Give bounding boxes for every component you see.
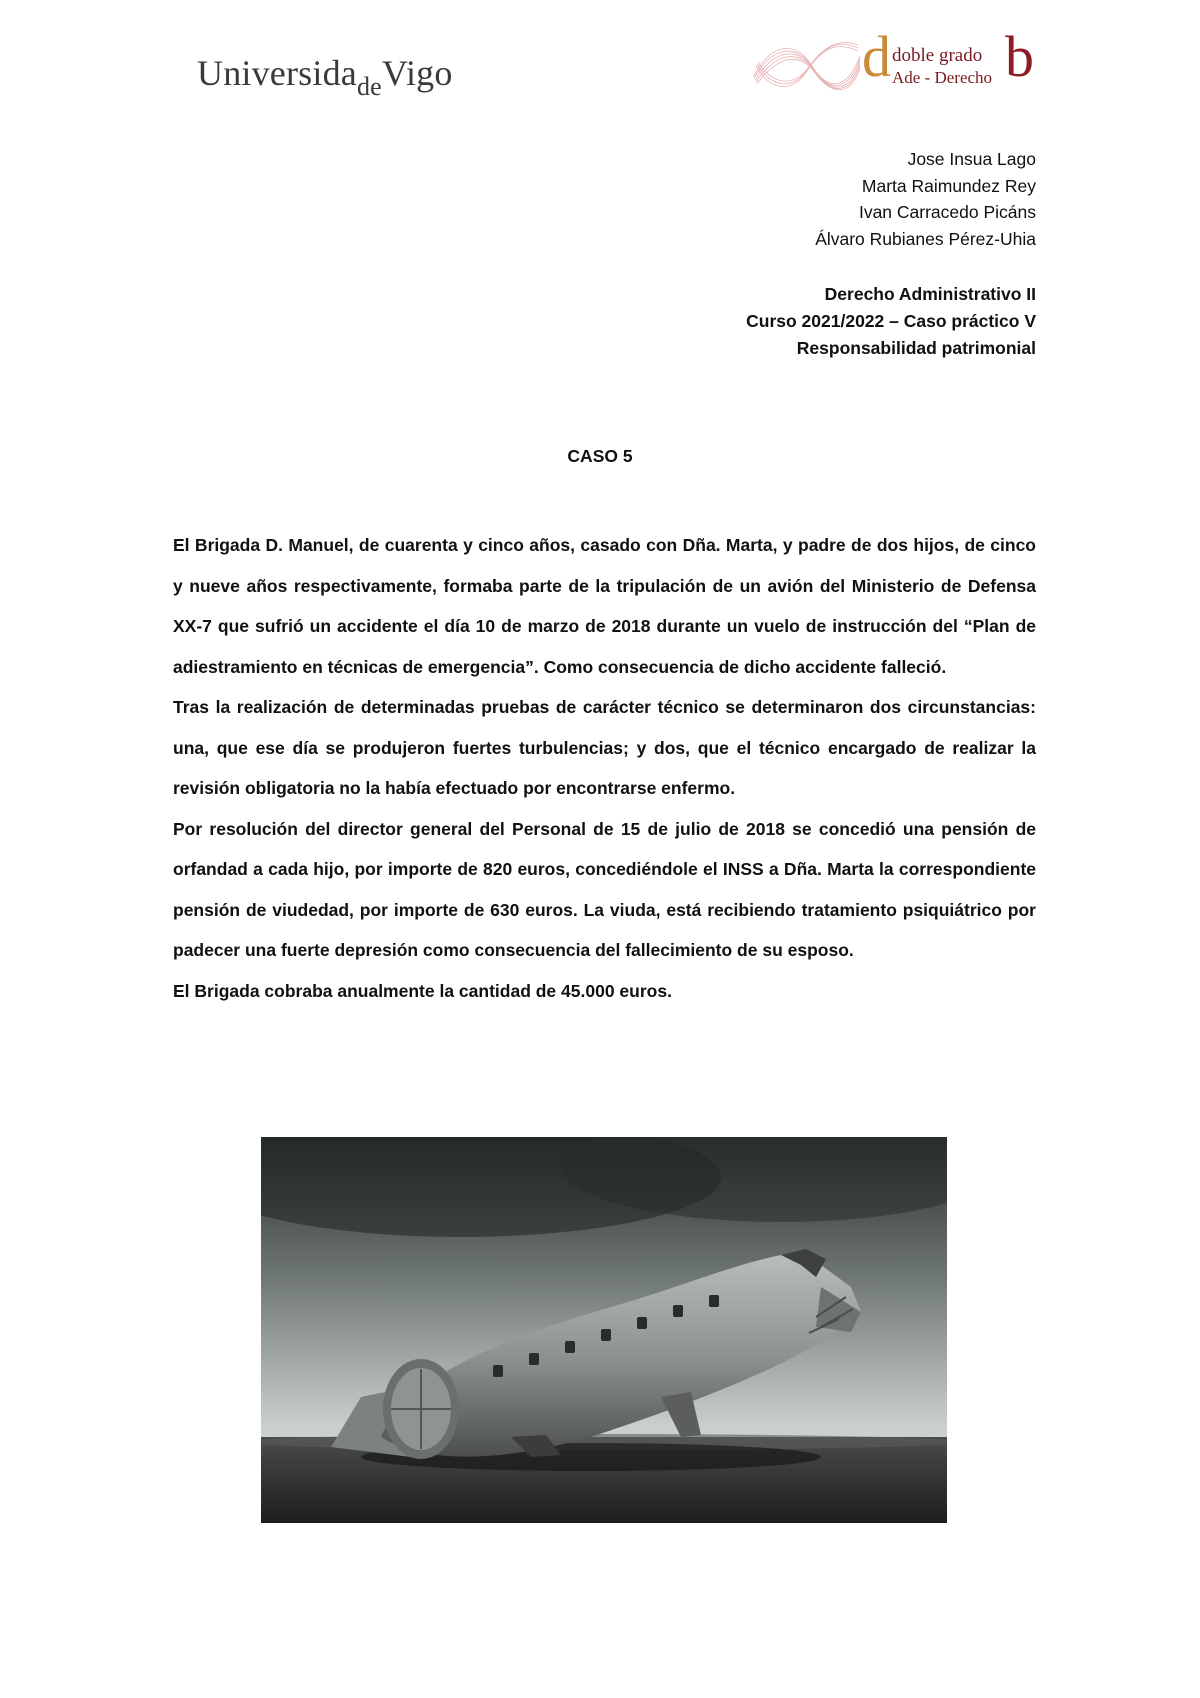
course-info — [746, 281, 1036, 362]
university-logo — [197, 52, 453, 101]
author-list — [815, 146, 1036, 252]
course-term: Curso 2021/2022 – Caso práctico V — [746, 311, 1036, 331]
plane-wreck-image — [261, 1137, 947, 1523]
paragraph: Por resolución del director general del Personal de 15 de julio de 2018 se concedió una pensión de orfandad a cada hijo, por importe de 820 euros, concediéndole el INSS a Dña. Marta la correspondiente pensión de viudedad, por importe de 630 euros. La viuda, está recibiendo tratamiento psiquiátrico por padecer una fuerte depresión como consecuencia del fallecimiento de su esposo. — [173, 818, 1036, 960]
plane-wreck-photo — [261, 1137, 947, 1523]
university-logo-part2: de — [356, 72, 382, 101]
degree-logo-letter-b: b — [1005, 24, 1034, 89]
course-subject: Derecho Administrativo II — [824, 284, 1036, 304]
course-topic: Responsabilidad patrimonial — [796, 338, 1036, 358]
paragraph: El Brigada D. Manuel, de cuarenta y cinco años, casado con Dña. Marta, y padre de dos hijos, de cinco y nueve años respectivamente, formaba parte de la tripulación de un avión del Ministerio de Defensa XX-7 que sufrió un accidente el día 10 de marzo de 2018 durante un vuelo de instrucción del “Plan de adiestramiento en técnicas de emergencia”. Como consecuencia de dicho accidente falleció. — [173, 535, 1036, 677]
degree-logo — [752, 24, 1038, 98]
paragraph: El Brigada cobraba anualmente la cantidad de 45.000 euros. — [173, 980, 672, 1001]
author-name: Ivan Carracedo Picáns — [858, 202, 1036, 222]
case-title: CASO 5 — [567, 446, 633, 466]
degree-logo-line1: doble grado — [892, 45, 983, 66]
degree-logo-letter-d: d — [862, 24, 891, 89]
case-body — [173, 525, 1036, 1011]
university-logo-part3: Vigo — [381, 53, 453, 93]
paragraph: Tras la realización de determinadas pruebas de carácter técnico se determinaron dos circunstancias: una, que ese día se produjeron fuertes turbulencias; y dos, que el técnico encargado de realizar la revisión obligatoria no la había efectuado por encontrarse enfermo. — [173, 697, 1036, 798]
degree-logo-swirl-icon — [752, 36, 862, 98]
author-name: Álvaro Rubianes Pérez-Uhia — [815, 228, 1036, 249]
university-logo-part1: Universida — [197, 53, 357, 93]
degree-logo-line2: Ade - Derecho — [892, 68, 993, 87]
author-name: Marta Raimundez Rey — [861, 175, 1036, 196]
author-name: Jose Insua Lago — [907, 149, 1036, 169]
